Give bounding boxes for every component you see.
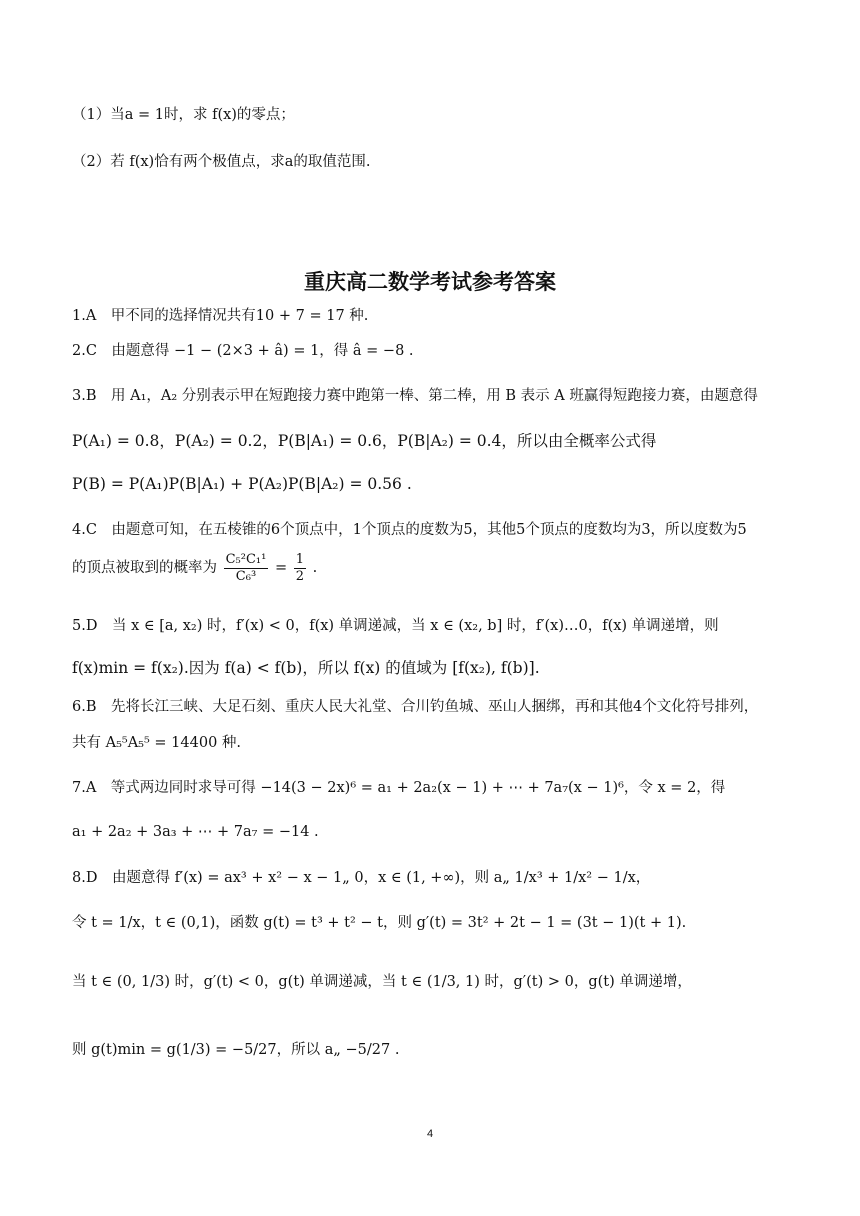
answer-4-end: . — [312, 560, 318, 576]
page-number: 4 — [426, 1128, 434, 1140]
answer-8-line-3: 当 t ∈ (0, 1/3) 时，g′(t) < 0，g(t) 单调递减，当 t ∈ (1/3, 1) 时，g′(t) > 0，g(t) 单调递增， — [72, 974, 692, 990]
answer-3-line-2: P(A₁) = 0.8，P(A₂) = 0.2，P(B|A₁) = 0.6，P(B|A₂) = 0.4，所以由全概率公式得 — [72, 432, 657, 450]
answer-4-prefix: 的顶点被取到的概率为 — [72, 560, 217, 576]
half-denominator: 2 — [295, 568, 305, 584]
answer-2: 2.C 由题意得 −1 − (2×3 + â) = 1，得 â = −8 . — [72, 343, 414, 359]
answer-7-line-1: 7.A 等式两边同时求导可得 −14(3 − 2x)⁶ = a₁ + 2a₂(x − 1) + ⋯ + 7a₇(x − 1)⁶，令 x = 2，得 — [72, 780, 726, 796]
answer-5-line-1: 5.D 当 x ∈ [a, x₂) 时，f′(x) < 0，f(x) 单调递减，当 x ∈ (x₂, b] 时，f′(x)…0，f(x) 单调递增，则 — [72, 618, 719, 634]
probability-fraction — [224, 552, 269, 585]
answer-7-line-2: a₁ + 2a₂ + 3a₃ + ⋯ + 7a₇ = −14 . — [72, 824, 319, 840]
answer-4-line-1: 4.C 由题意可知，在五棱锥的6个顶点中，1个顶点的度数为5，其他5个顶点的度数均为3，所以度数为5 — [72, 522, 747, 538]
answer-8-line-2: 令 t = 1/x，t ∈ (0,1)，函数 g(t) = t³ + t² − t，则 g′(t) = 3t² + 2t − 1 = (3t − 1)(t + 1). — [72, 915, 687, 931]
question-2: （2）若 f(x)恰有两个极值点，求a的取值范围. — [72, 154, 371, 170]
fraction-denominator: C₆³ — [235, 568, 257, 584]
equals-sign: = — [274, 560, 288, 576]
answer-1: 1.A 甲不同的选择情况共有10 + 7 = 17 种. — [72, 308, 369, 324]
answer-3-line-1: 3.B 用 A₁，A₂ 分别表示甲在短跑接力赛中跑第一棒、第二棒，用 B 表示 A 班赢得短跑接力赛，由题意得 — [72, 388, 758, 404]
page-title: 重庆高二数学考试参考答案 — [304, 270, 556, 294]
half-numerator: 1 — [295, 551, 305, 567]
answer-8-line-1: 8.D 由题意得 f′(x) = ax³ + x² − x − 1„ 0，x ∈ (1, +∞)，则 a„ 1/x³ + 1/x² − 1/x， — [72, 870, 651, 886]
answer-8-line-4: 则 g(t)min = g(1/3) = −5/27，所以 a„ −5/27 . — [72, 1042, 400, 1058]
fraction-numerator: C₅²C₁¹ — [225, 551, 267, 567]
answer-3-line-3: P(B) = P(A₁)P(B|A₁) + P(A₂)P(B|A₂) = 0.56 . — [72, 475, 412, 493]
answer-6-line-1: 6.B 先将长江三峡、大足石刻、重庆人民大礼堂、合川钓鱼城、巫山人捆绑，再和其他4个文化符号排列， — [72, 699, 759, 715]
answer-4-line-2 — [72, 548, 317, 588]
answer-6-line-2: 共有 A₅⁵A₅⁵ = 14400 种. — [72, 735, 242, 751]
question-1: （1）当a = 1时，求 f(x)的零点； — [72, 107, 295, 123]
half-fraction — [294, 552, 306, 585]
answer-5-line-2: f(x)min = f(x₂).因为 f(a) < f(b)，所以 f(x) 的值域为 [f(x₂), f(b)]. — [72, 659, 540, 677]
